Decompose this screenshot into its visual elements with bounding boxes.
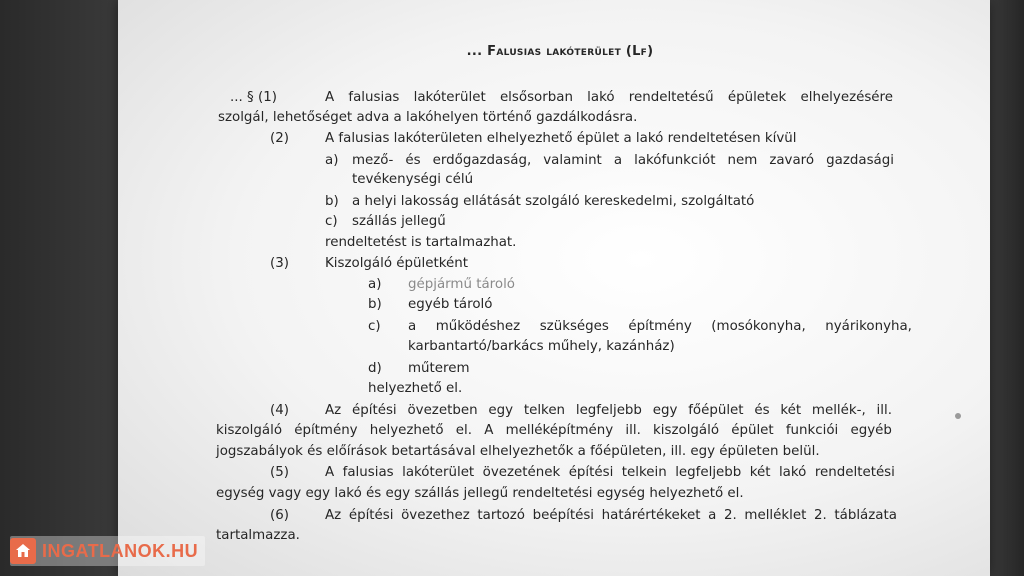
p2-a-label: a) bbox=[325, 153, 339, 168]
word: 2. bbox=[724, 508, 737, 523]
word: valamint bbox=[543, 153, 602, 168]
word: erdőgazdaság, bbox=[432, 153, 532, 168]
p6-number: (6) bbox=[270, 508, 289, 523]
p1-line1 bbox=[325, 90, 893, 105]
word: lakó bbox=[778, 465, 807, 480]
watermark-text: INGATLANOK.HU bbox=[42, 540, 199, 561]
word: legfeljebb bbox=[675, 465, 742, 480]
p5-line2: egység vagy egy lakó és egy szállás jellegű rendeltetési egység helyezhető el. bbox=[216, 486, 744, 501]
word: tartozó bbox=[477, 508, 526, 523]
word: építési bbox=[352, 403, 397, 418]
word: Az bbox=[325, 508, 342, 523]
word: elsősorban bbox=[499, 90, 573, 105]
p1-line2: szolgál, lehetőséget adva a lakóhelyen történő gazdálkodásra. bbox=[218, 110, 638, 125]
word: elhelyezésére bbox=[800, 90, 893, 105]
word: és bbox=[405, 153, 421, 168]
p3-a-text: gépjármű tároló bbox=[408, 277, 515, 292]
word: 2. bbox=[813, 508, 827, 523]
word: nyárikonyha, bbox=[825, 319, 912, 334]
word: kiszolgáló bbox=[216, 423, 283, 438]
word: A bbox=[325, 90, 335, 105]
p3-c-line2: karbantartó/barkács műhely, kazánház) bbox=[408, 339, 675, 354]
word: funkciói bbox=[785, 423, 839, 438]
word: nem bbox=[727, 153, 758, 168]
p2-b-label: b) bbox=[325, 194, 339, 209]
word: falusias bbox=[348, 90, 400, 105]
p2-a-line2: tevékenységi célú bbox=[352, 172, 474, 187]
word: határértékeket bbox=[601, 508, 701, 523]
word: ill. bbox=[625, 423, 641, 438]
p3-number: (3) bbox=[270, 256, 289, 271]
word: telken bbox=[523, 403, 566, 418]
word: egy bbox=[652, 403, 678, 418]
p4-number: (4) bbox=[270, 403, 289, 418]
p2-b-text: a helyi lakosság ellátását szolgáló kereskedelmi, szolgáltató bbox=[352, 194, 755, 209]
p2-c-text: szállás jellegű bbox=[352, 214, 446, 229]
p3-b-text: egyéb tároló bbox=[408, 297, 493, 312]
p4-line3: jogszabályok és előírások betartásával elhelyezhetők a főépületen, ill. egy épületen belül. bbox=[216, 444, 820, 459]
p2-intro: A falusias lakóterületen elhelyezhető épület a lakó rendeltetésen kívül bbox=[325, 131, 797, 146]
word: Az bbox=[325, 403, 342, 418]
word: gazdasági bbox=[826, 153, 894, 168]
p3-d-text: műterem bbox=[408, 361, 470, 376]
p6-line1 bbox=[325, 508, 897, 523]
word: egyéb bbox=[850, 423, 892, 438]
word: A bbox=[484, 423, 494, 438]
word: helyezhető bbox=[369, 423, 444, 438]
word: egy bbox=[488, 403, 514, 418]
word: építmény bbox=[294, 423, 358, 438]
word: táblázata bbox=[834, 508, 897, 523]
word: a bbox=[613, 153, 623, 168]
p5-number: (5) bbox=[270, 465, 289, 480]
p1-number: ... § (1) bbox=[230, 90, 277, 105]
word: épület bbox=[731, 423, 774, 438]
word: övezetének bbox=[482, 465, 561, 480]
word: épületek bbox=[727, 90, 787, 105]
word: két bbox=[780, 403, 802, 418]
watermark-logo bbox=[10, 536, 205, 566]
p3-intro: Kiszolgáló épületként bbox=[325, 256, 468, 271]
p3-c-label: c) bbox=[368, 319, 381, 334]
p2-a-line1 bbox=[352, 153, 894, 168]
word: övezetben bbox=[407, 403, 478, 418]
p4-line1 bbox=[325, 403, 892, 418]
word: telkein bbox=[621, 465, 667, 480]
word: működéshez bbox=[435, 319, 521, 334]
p5-line1 bbox=[325, 465, 895, 480]
p3-outro: helyezhető el. bbox=[368, 381, 463, 396]
p2-c-label: c) bbox=[325, 214, 338, 229]
word: melléklet bbox=[744, 508, 807, 523]
word: a bbox=[708, 508, 717, 523]
word: (mosókonyha, bbox=[711, 319, 806, 334]
word: két bbox=[749, 465, 771, 480]
p2-number: (2) bbox=[270, 131, 289, 146]
word: és bbox=[754, 403, 770, 418]
p3-c-line1 bbox=[408, 319, 912, 334]
word: falusias bbox=[342, 465, 394, 480]
p3-a-label: a) bbox=[368, 277, 382, 292]
word: építési bbox=[568, 465, 614, 480]
p3-d-label: d) bbox=[368, 361, 382, 376]
section-title bbox=[0, 44, 1024, 59]
section-title-text: ... Falusias lakóterület (Lf) bbox=[466, 44, 654, 59]
p4-line2 bbox=[216, 423, 892, 438]
word: beépítési bbox=[532, 508, 595, 523]
p2-outro: rendeltetést is tartalmazhat. bbox=[325, 235, 517, 250]
house-icon bbox=[10, 538, 36, 564]
word: ill. bbox=[876, 403, 892, 418]
word: lakóterület bbox=[402, 465, 475, 480]
word: mező- bbox=[352, 153, 394, 168]
word: kiszolgáló bbox=[653, 423, 720, 438]
word: lakófunkciót bbox=[634, 153, 716, 168]
word: főépület bbox=[688, 403, 744, 418]
word: rendeltetési bbox=[814, 465, 895, 480]
word: építési bbox=[348, 508, 394, 523]
word: építmény bbox=[628, 319, 692, 334]
word: zavaró bbox=[769, 153, 815, 168]
word: legfeljebb bbox=[575, 403, 642, 418]
word: lakó bbox=[587, 90, 615, 105]
word: lakóterület bbox=[413, 90, 486, 105]
word: a bbox=[408, 319, 417, 334]
p3-b-label: b) bbox=[368, 297, 382, 312]
p6-line2: tartalmazza. bbox=[216, 528, 300, 543]
word: rendeltetésű bbox=[628, 90, 714, 105]
word: szükséges bbox=[539, 319, 609, 334]
word: el. bbox=[455, 423, 473, 438]
word: mellék-, bbox=[811, 403, 866, 418]
word: melléképítmény bbox=[505, 423, 614, 438]
word: A bbox=[325, 465, 335, 480]
word: övezethez bbox=[401, 508, 470, 523]
